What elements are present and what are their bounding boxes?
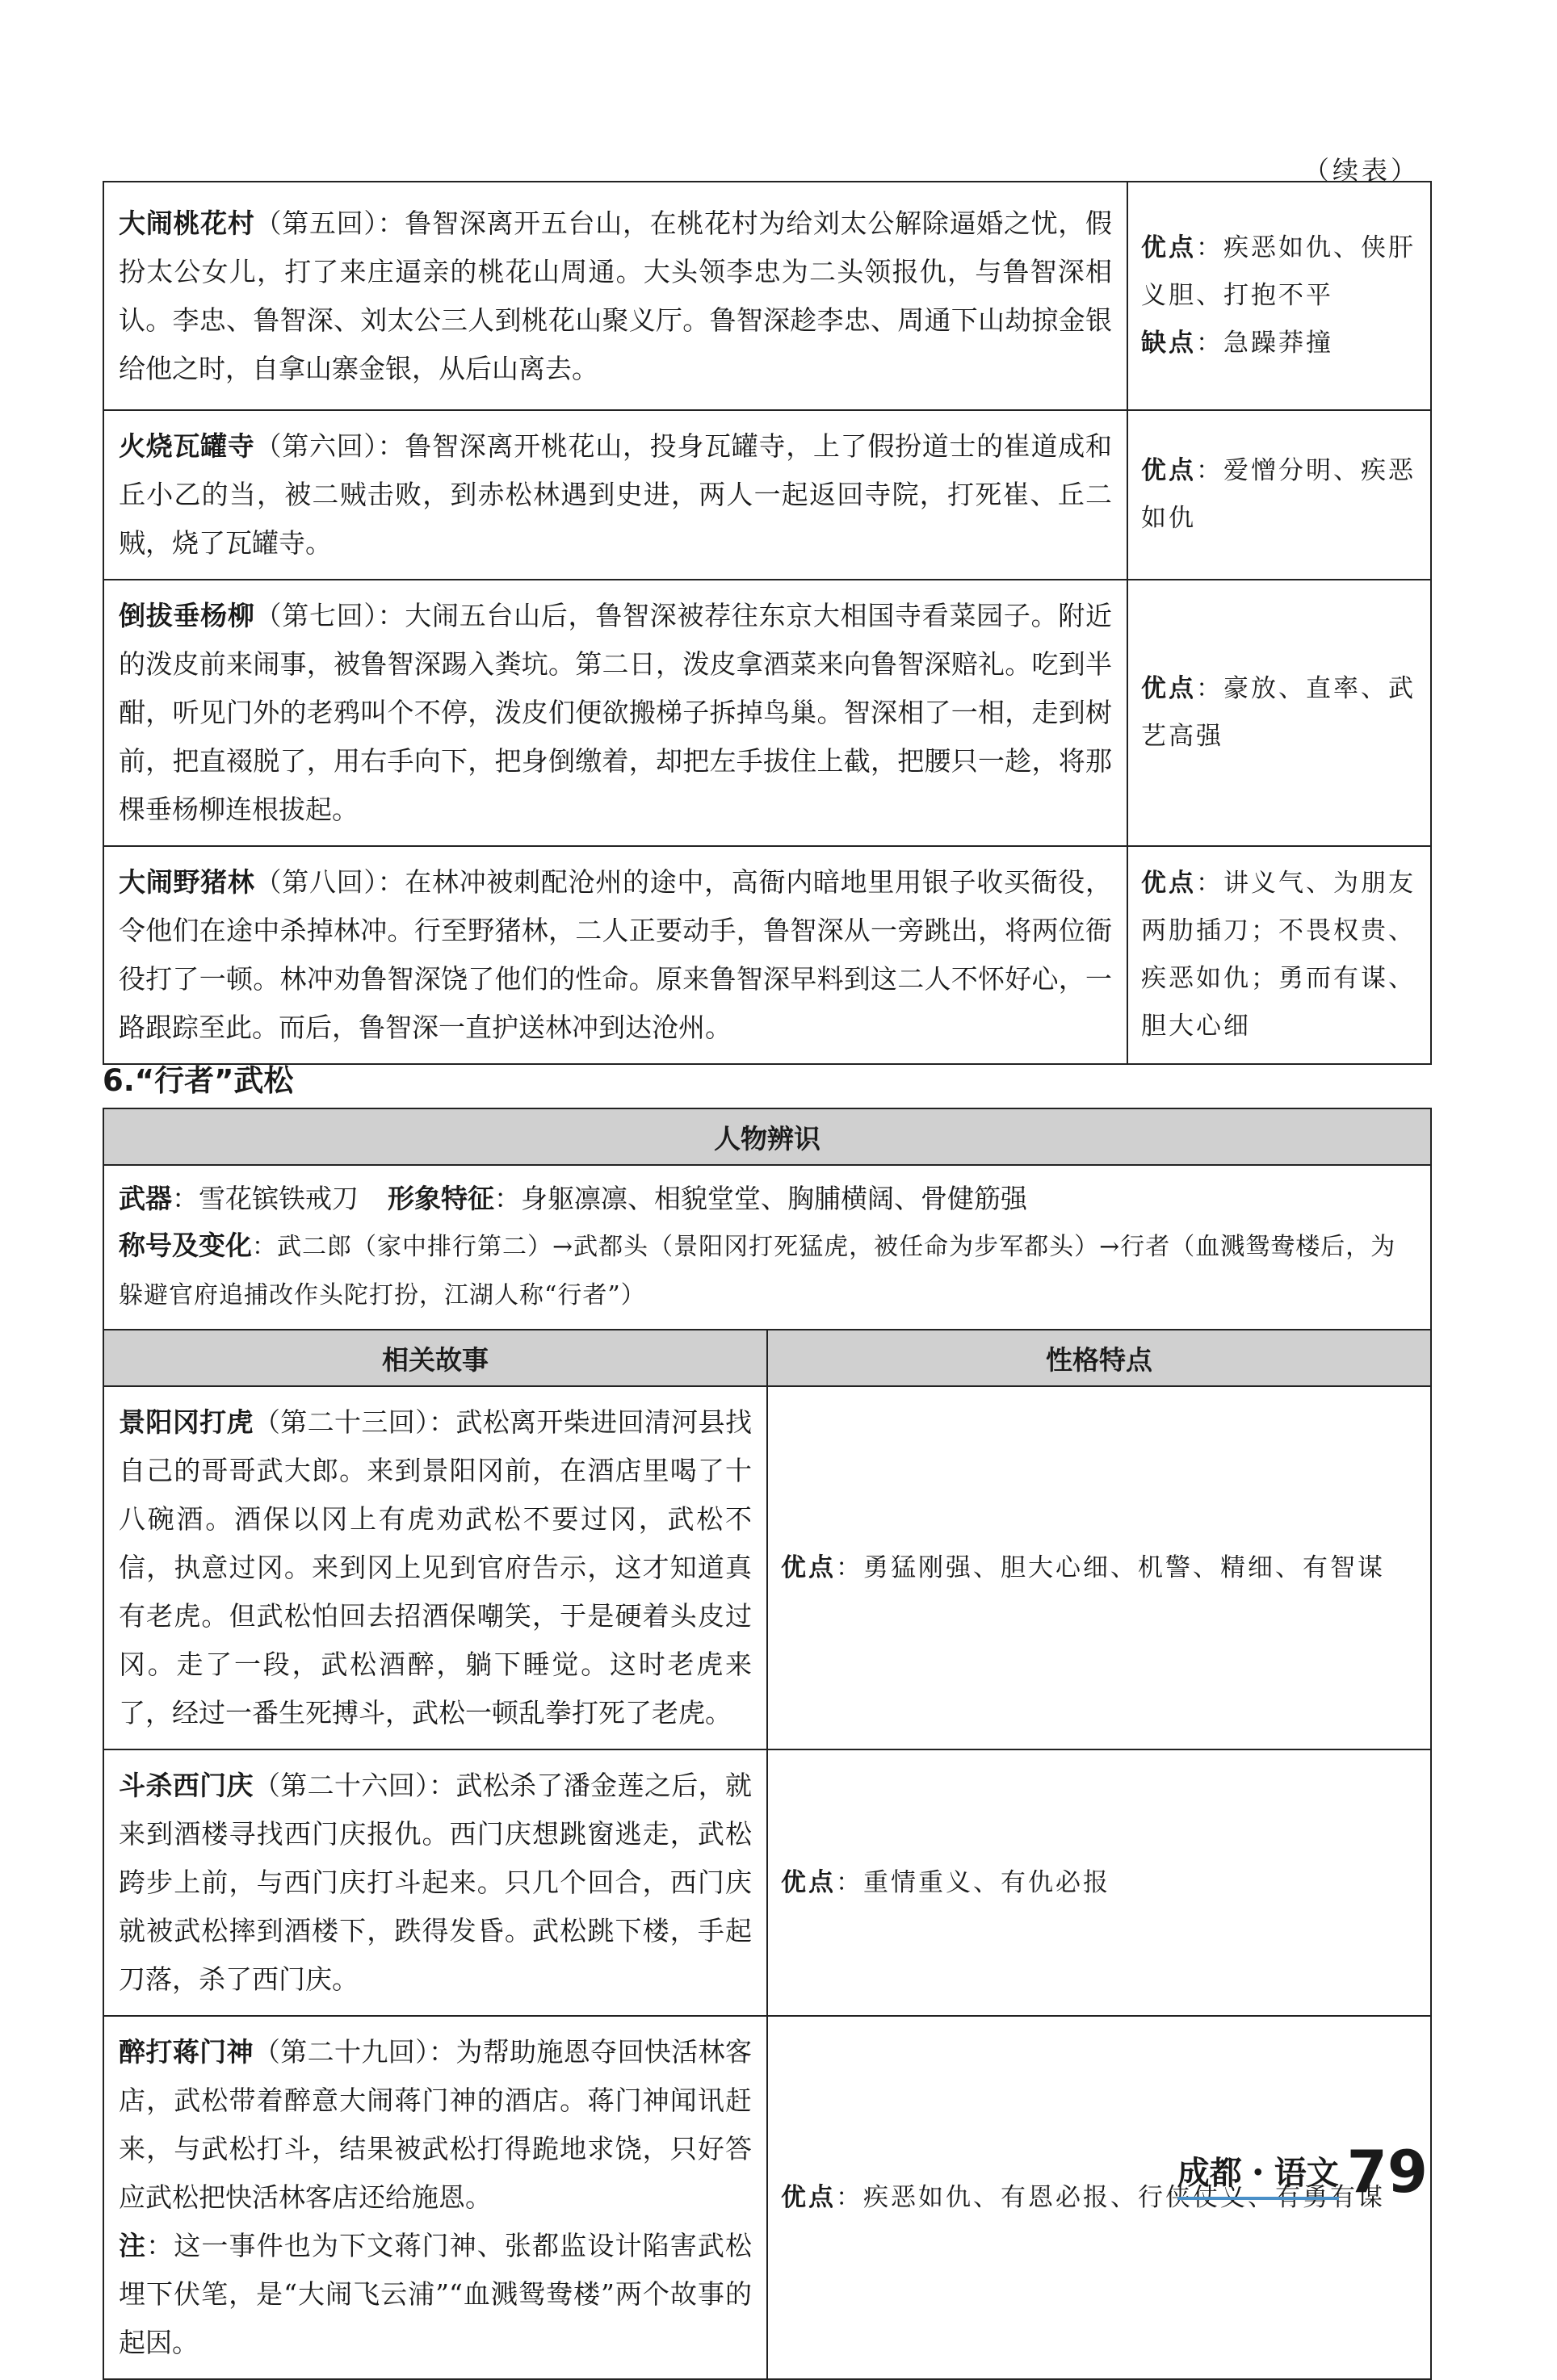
trait-text: ：爱憎分明、疾恶如仇 bbox=[1141, 456, 1416, 533]
trait-text: ：疾恶如仇、侠肝义胆、打抱不平 bbox=[1141, 233, 1416, 310]
story-chapter: （第五回） bbox=[254, 207, 378, 239]
names-text: ：武二郎（家中排行第二）→武都头（景阳冈打死猛虎，被任命为步军都头）→行者（血溅鸳鸯楼后，为躲避官府追捕改作头陀打扮，江湖人称“行者”） bbox=[119, 1233, 1396, 1309]
names-label: 称号及变化 bbox=[119, 1230, 252, 1261]
ident-cell bbox=[103, 1165, 1431, 1330]
trait-text: ：疾恶如仇、有恩必报、行侠仗义、有勇有谋 bbox=[836, 2182, 1385, 2212]
story-text: ：鲁智深离开桃花山，投身瓦罐寺，上了假扮道士的崔道成和丘小乙的当，被二贼击败，到赤松林遇到史进，两人一起返回寺院，打死崔、丘二贼，烧了瓦罐寺。 bbox=[119, 430, 1113, 559]
story-text: ：武松杀了潘金莲之后，就来到酒楼寻找西门庆报仇。西门庆想跳窗逃走，武松跨步上前，与西门庆打斗起来。只几个回合，西门庆就被武松摔到酒楼下，跌得发昏。武松跳下楼，手起刀落，杀了西门庆。 bbox=[119, 1770, 753, 1995]
story-table-lu-zhishen bbox=[103, 181, 1432, 1065]
story-chapter: （第二十三回） bbox=[253, 1406, 429, 1438]
trait-cell bbox=[1127, 182, 1431, 410]
story-title: 大闹桃花村 bbox=[119, 207, 255, 239]
trait-label: 优点 bbox=[781, 1552, 836, 1582]
story-chapter: （第二十六回） bbox=[253, 1770, 429, 1801]
story-title: 火烧瓦罐寺 bbox=[119, 430, 255, 462]
image-label: 形象特征 bbox=[388, 1183, 494, 1214]
continued-label: （续表） bbox=[1303, 155, 1420, 186]
col-header-story: 相关故事 bbox=[103, 1330, 767, 1386]
trait-label: 优点 bbox=[1141, 456, 1196, 485]
trait-cell bbox=[767, 1749, 1431, 2016]
story-title: 倒拔垂杨柳 bbox=[119, 600, 255, 631]
trait-label: 优点 bbox=[781, 2182, 836, 2212]
ident-row bbox=[103, 1165, 1431, 1330]
story-chapter: （第六回） bbox=[254, 430, 378, 462]
story-text: ：鲁智深离开五台山，在桃花村为给刘太公解除逼婚之忧，假扮太公女儿，打了来庄逼亲的桃花山周通。大头领李忠为二头领报仇，与鲁智深相认。李忠、鲁智深、刘太公三人到桃花山聚义厅。鲁智深趁李忠、周通下山劫掠金银给他之时，自拿山寨金银，从后山离去。 bbox=[119, 207, 1113, 384]
story-title: 醉打蒋门神 bbox=[119, 2036, 254, 2068]
story-text: ：为帮助施恩夺回快活林客店，武松带着醉意大闹蒋门神的酒店。蒋门神闻讯赶来，与武松打斗，结果被武松打得跪地求饶，只好答应武松把快活林客店还给施恩。 bbox=[119, 2036, 753, 2213]
trait-label: 优点 bbox=[781, 1867, 836, 1897]
weapon-label: 武器 bbox=[119, 1183, 172, 1214]
section-title: 6.“行者”武松 bbox=[103, 1063, 294, 1098]
story-chapter: （第二十九回） bbox=[253, 2036, 429, 2068]
trait-label: 优点 bbox=[1141, 674, 1196, 703]
note-text: ：这一事件也为下文蒋门神、张都监设计陷害武松埋下伏笔，是“大闹飞云浦”“血溅鸳鸯楼”两个故事的起因。 bbox=[119, 2230, 753, 2358]
trait-text: ：重情重义、有仇必报 bbox=[836, 1867, 1110, 1897]
story-title: 大闹野猪林 bbox=[119, 866, 255, 898]
trait-cell bbox=[1127, 846, 1431, 1064]
column-header-row bbox=[103, 1330, 1431, 1386]
trait-cell bbox=[767, 1386, 1431, 1749]
table-row bbox=[103, 846, 1431, 1064]
trait-text: ：豪放、直率、武艺高强 bbox=[1141, 674, 1416, 751]
story-cell bbox=[103, 1749, 767, 2016]
story-title: 斗杀西门庆 bbox=[119, 1770, 254, 1801]
story-text: ：大闹五台山后，鲁智深被荐往东京大相国寺看菜园子。附近的泼皮前来闹事，被鲁智深踢入粪坑。第二日，泼皮拿酒菜来向鲁智深赔礼。吃到半酣，听见门外的老鸦叫个不停，泼皮们便欲搬梯子拆掉鸟巢。智深相了一相，走到树前，把直裰脱了，用右手向下，把身倒缴着，却把左手拔住上截，把腰只一趁，将那棵垂杨柳连根拔起。 bbox=[119, 600, 1113, 825]
story-title: 景阳冈打虎 bbox=[119, 1406, 254, 1438]
trait-label: 缺点 bbox=[1141, 329, 1196, 358]
table-row bbox=[103, 1749, 1431, 2016]
story-text: ：在林冲被刺配沧州的途中，高衙内暗地里用银子收买衙役，令他们在途中杀掉林冲。行至野猪林，二人正要动手，鲁智深从一旁跳出，将两位衙役打了一顿。林冲劝鲁智深饶了他们的性命。原来鲁智深早料到这二人不怀好心，一路跟踪至此。而后，鲁智深一直护送林冲到达沧州。 bbox=[119, 866, 1113, 1043]
trait-label: 优点 bbox=[1141, 233, 1196, 262]
story-chapter: （第七回） bbox=[254, 600, 378, 631]
story-text: ：武松离开柴进回清河县找自己的哥哥武大郎。来到景阳冈前，在酒店里喝了十八碗酒。酒保以冈上有虎劝武松不要过冈，武松不信，执意过冈。来到冈上见到官府告示，这才知道真有老虎。但武松怕回去招酒保嘲笑，于是硬着头皮过冈。走了一段，武松酒醉，躺下睡觉。这时老虎来了，经过一番生死搏斗，武松一顿乱拳打死了老虎。 bbox=[119, 1406, 753, 1728]
trait-text: ：讲义气、为朋友两肋插刀；不畏权贵、疾恶如仇；勇而有谋、胆大心细 bbox=[1141, 869, 1416, 1041]
table-row bbox=[103, 182, 1431, 410]
table-row bbox=[103, 1386, 1431, 1749]
trait-text: ：急躁莽撞 bbox=[1196, 329, 1333, 358]
trait-cell bbox=[1127, 410, 1431, 580]
trait-label: 优点 bbox=[1141, 869, 1196, 898]
col-header-trait: 性格特点 bbox=[767, 1330, 1431, 1386]
story-cell bbox=[103, 410, 1127, 580]
footer-subject: 成都・语文 bbox=[1177, 2147, 1339, 2200]
note-label: 注 bbox=[119, 2230, 147, 2261]
story-cell bbox=[103, 182, 1127, 410]
story-cell bbox=[103, 580, 1127, 846]
table-row bbox=[103, 580, 1431, 846]
story-cell bbox=[103, 1386, 767, 1749]
story-cell bbox=[103, 846, 1127, 1064]
ident-header: 人物辨识 bbox=[103, 1108, 1431, 1165]
weapon-text: ：雪花镔铁戒刀 bbox=[172, 1183, 359, 1214]
page-footer bbox=[1177, 2138, 1428, 2206]
table-row bbox=[103, 410, 1431, 580]
ident-header-row bbox=[103, 1108, 1431, 1165]
story-cell bbox=[103, 2016, 767, 2379]
story-chapter: （第八回） bbox=[254, 866, 378, 898]
page-number: 79 bbox=[1346, 2138, 1428, 2206]
image-text: ：身躯凛凛、相貌堂堂、胸脯横阔、骨健筋强 bbox=[494, 1183, 1027, 1214]
trait-cell bbox=[1127, 580, 1431, 846]
trait-text: ：勇猛刚强、胆大心细、机警、精细、有智谋 bbox=[836, 1552, 1385, 1582]
